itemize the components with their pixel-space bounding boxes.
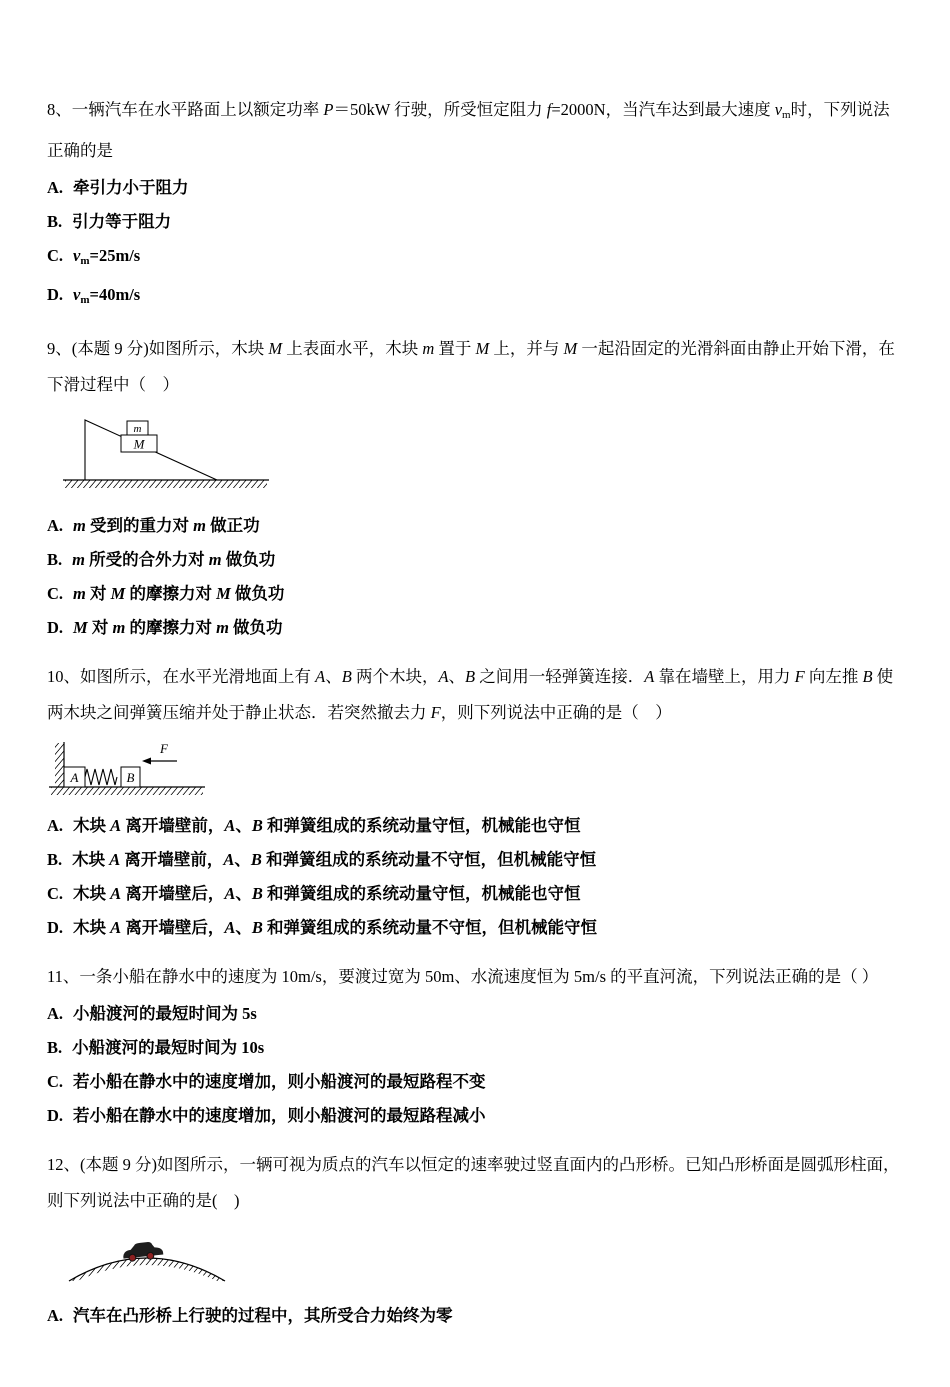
option-letter: C.	[47, 246, 64, 265]
force-arrowhead	[142, 758, 151, 765]
option-text: 木块 A 离开墙壁前，A、B 和弹簧组成的系统动量不守恒，但机械能守恒	[72, 850, 597, 869]
option-text: 木块 A 离开墙壁后，A、B 和弹簧组成的系统动量不守恒，但机械能守恒	[73, 918, 597, 937]
option-text: 若小船在静水中的速度增加，则小船渡河的最短路程不变	[73, 1072, 486, 1091]
question-11-stem: 11、一条小船在静水中的速度为 10m/s，要渡过宽为 50m、水流速度恒为 5m/s 的平直河流，下列说法正确的是（ ）	[47, 967, 879, 986]
option-text: 小船渡河的最短时间为 10s	[72, 1038, 265, 1057]
block-m-label: m	[133, 423, 142, 435]
question-8-options	[47, 171, 903, 317]
question-9-option-c	[47, 577, 903, 611]
option-text: 牵引力小于阻力	[73, 178, 189, 197]
question-11-option-b	[47, 1031, 903, 1065]
option-text: 木块 A 离开墙壁后，A、B 和弹簧组成的系统动量守恒，机械能也守恒	[73, 884, 581, 903]
question-12-stem: 12、(本题 9 分)如图所示，一辆可视为质点的汽车以恒定的速率驶过竖直面内的凸形桥。已知凸形桥面是圆弧形柱面，则下列说法中正确的是( )	[47, 1155, 900, 1210]
question-10-option-a	[47, 809, 903, 843]
question-8	[47, 92, 903, 317]
option-letter: C.	[47, 584, 64, 603]
option-text: 若小船在静水中的速度增加，则小船渡河的最短路程减小	[73, 1106, 486, 1125]
question-9-figure	[61, 411, 903, 499]
incline-diagram	[61, 411, 276, 499]
ground-hatching	[65, 480, 267, 488]
option-letter: D.	[47, 618, 64, 637]
option-letter: B.	[47, 1038, 63, 1057]
car-wheel-front	[147, 1252, 154, 1259]
question-9-option-a	[47, 509, 903, 543]
question-9-option-b	[47, 543, 903, 577]
force-label: F	[160, 741, 168, 756]
question-9	[47, 331, 903, 645]
question-8-option-d	[47, 278, 903, 317]
question-11-option-a	[47, 997, 903, 1031]
question-8-option-a	[47, 171, 903, 205]
option-text: $v_m=25m/s$	[73, 246, 141, 267]
question-12	[47, 1147, 903, 1333]
option-letter: D.	[47, 918, 64, 937]
option-letter: C.	[47, 884, 64, 903]
question-10-option-d	[47, 911, 903, 945]
wall-hatching	[55, 743, 64, 787]
question-8-option-b	[47, 205, 903, 239]
option-text: 小船渡河的最短时间为 5s	[73, 1004, 257, 1023]
option-text: m 所受的合外力对 m 做负功	[72, 550, 276, 569]
option-letter: A.	[47, 178, 64, 197]
option-letter: B.	[47, 212, 63, 231]
spring-diagram	[47, 739, 212, 799]
block-A-label: A	[70, 770, 79, 785]
option-letter: A.	[47, 1306, 64, 1325]
question-9-option-d	[47, 611, 903, 645]
question-9-options	[47, 509, 903, 645]
question-12-option-a	[47, 1299, 903, 1333]
option-letter: B.	[47, 550, 63, 569]
car-wheel-rear	[129, 1254, 136, 1261]
option-text: $v_m=40m/s$	[73, 285, 141, 306]
option-letter: C.	[47, 1072, 64, 1091]
option-letter: A.	[47, 816, 64, 835]
option-letter: D.	[47, 1106, 64, 1125]
option-text: 木块 A 离开墙壁前，A、B 和弹簧组成的系统动量守恒，机械能也守恒	[73, 816, 581, 835]
block-M-label: M	[133, 436, 145, 452]
option-text: 引力等于阻力	[72, 212, 172, 231]
option-text: 汽车在凸形桥上行驶的过程中，其所受合力始终为零	[73, 1306, 453, 1325]
question-10-options	[47, 809, 903, 945]
spring-coil	[85, 769, 117, 785]
option-text: m 对 M 的摩擦力对 M 做负功	[73, 584, 285, 603]
question-12-options	[47, 1299, 903, 1333]
option-letter: B.	[47, 850, 63, 869]
question-12-figure	[61, 1227, 903, 1289]
car-body	[122, 1241, 163, 1259]
question-8-option-c	[47, 239, 903, 278]
bridge-diagram	[61, 1227, 236, 1289]
option-letter: A.	[47, 516, 64, 535]
question-10-option-c	[47, 877, 903, 911]
question-10-stem: 10、如图所示，在水平光滑地面上有 A、B 两个木块，A、B 之间用一轻弹簧连接．A 靠在墙壁上，用力 F 向左推 B 使两木块之间弹簧压缩并处于静止状态．若突然撤去力 F，则下列说法中正确的是（ ）	[47, 667, 894, 722]
ground-hatching	[51, 787, 203, 795]
option-letter: A.	[47, 1004, 64, 1023]
option-letter: D.	[47, 285, 64, 304]
question-11-options	[47, 997, 903, 1133]
option-text: m 受到的重力对 m 做正功	[73, 516, 260, 535]
question-11-option-c	[47, 1065, 903, 1099]
question-10-figure	[47, 739, 903, 799]
question-11	[47, 959, 903, 1133]
block-B-label: B	[126, 770, 135, 785]
question-11-option-d	[47, 1099, 903, 1133]
question-8-stem: 8、一辆汽车在水平路面上以额定功率 P＝50kW 行驶，所受恒定阻力 f=2000N，当汽车达到最大速度 $v_m$时，下列说法正确的是	[47, 100, 890, 160]
question-9-stem: 9、(本题 9 分)如图所示，木块 M 上表面水平，木块 m 置于 M 上，并与 M 一起沿固定的光滑斜面由静止开始下滑，在下滑过程中（ ）	[47, 339, 895, 394]
option-text: M 对 m 的摩擦力对 m 做负功	[73, 618, 283, 637]
question-10	[47, 659, 903, 945]
question-10-option-b	[47, 843, 903, 877]
